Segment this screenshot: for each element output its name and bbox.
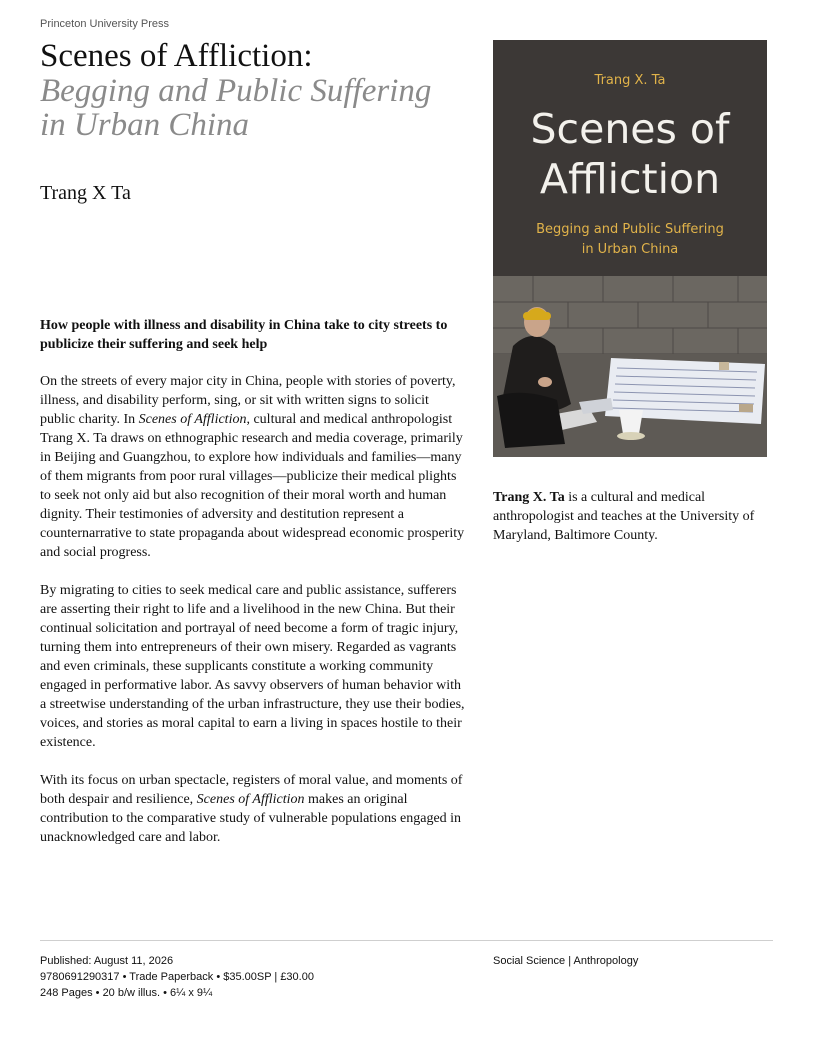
- description-p3-book-title: Scenes of Affliction: [196, 792, 305, 807]
- book-title-block: [40, 38, 470, 142]
- publisher-name: Princeton University Press: [40, 18, 169, 30]
- cover-photo: [493, 276, 767, 457]
- page-count-dimensions: 248 Pages • 20 b/w illus. • 6¼ x 9¼: [40, 987, 213, 999]
- author-bio: [493, 488, 763, 545]
- cover-subtitle-line-1: Begging and Public Suffering: [536, 222, 724, 237]
- description-paragraph-3: [40, 771, 465, 847]
- book-cover: [493, 40, 767, 457]
- cover-title: [493, 104, 767, 204]
- book-subtitle-line-1: Begging and Public Suffering: [40, 73, 432, 109]
- cover-subtitle: [493, 220, 767, 260]
- description: [40, 372, 465, 866]
- publication-details: [40, 953, 314, 1001]
- bio-text: is a cultural and medical anthropologist and teaches at the University of Maryland, Baltimore County.: [493, 490, 755, 543]
- description-p1-end: , cultural and medical anthropologist Trang X. Ta draws on ethnographic research and media coverage, primarily in Beijing and Guangzhou, to explore how individuals and families—many of them migrants from poor rural villages—publicize their medical plights to seek not only aid but also recognition of their moral worth and human dignity. Their testimonies of adversity and destitution represent a counternarrative to state propaganda about widespread economic prosperity and social progress.: [40, 412, 465, 560]
- cover-title-line-1: Scenes of: [530, 105, 730, 153]
- book-title: Scenes of Affliction:: [40, 38, 313, 74]
- footer-divider: [40, 940, 773, 941]
- cover-author: Trang X. Ta: [594, 73, 666, 88]
- cover-subtitle-line-2: in Urban China: [581, 242, 679, 257]
- subject-category: Social Science | Anthropology: [493, 955, 639, 967]
- bio-author-name: Trang X. Ta: [493, 490, 565, 505]
- isbn-format-price: 9780691290317 • Trade Paperback • $35.00SP | £30.00: [40, 971, 314, 983]
- description-paragraph-2: By migrating to cities to seek medical care and public assistance, sufferers are asserting their right to life and a livelihood in the new China. But their continual solicitation and portrayal of need become a form of tragic injury, turning them into entrepreneurs of their own misery. Regarded as vagrants and even criminals, these supplicants constitute a working community engaged in performative labor. As savvy observers of human behavior with a streetwise understanding of the urban infrastructure, they use their bodies, voices, and stories as moral capital to earn a living in spaces hostile to their existence.: [40, 583, 465, 750]
- description-p3-start: With its focus on urban spectacle, registers of moral value, and moments of both despair and resilience,: [40, 773, 463, 807]
- cover-title-line-2: Affliction: [539, 155, 721, 203]
- description-p1-book-title: Scenes of Affliction: [138, 412, 247, 427]
- author-name: Trang X Ta: [40, 182, 131, 204]
- tagline: How people with illness and disability in China take to city streets to publicize their suffering and seek help: [40, 318, 448, 352]
- description-p3-end: makes an original contribution to the comparative study of vulnerable populations engaged in unacknowledged care and labor.: [40, 792, 462, 845]
- description-paragraph-1: [40, 372, 465, 562]
- description-p1-start: On the streets of every major city in China, people with stories of poverty, illness, and disability perform, sing, or sit with written signs to solicit public charity. In: [40, 374, 456, 427]
- publication-date: Published: August 11, 2026: [40, 955, 174, 967]
- book-subtitle-line-2: in Urban China: [40, 107, 250, 143]
